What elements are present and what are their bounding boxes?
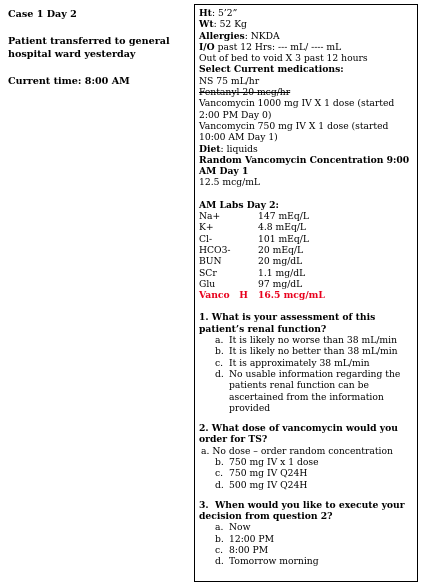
q2-option-d[interactable]: d. 500 mg IV Q24H [215,479,308,491]
lab-row: Na+ 147 mEq/L [199,211,309,223]
question-3: 3. When would you like to execute your decision from question 2? [199,499,408,523]
med-item: Vancomycin 750 mg IV X 1 dose (started 10:00 AM Day 1) [199,120,389,144]
labs-heading: AM Labs Day 2: [199,199,279,211]
q1-option-d[interactable]: d. No usable information regarding the patients renal function can be ascertained from the information provided [215,368,401,414]
random-vanco-heading: Random Vancomycin Concentration 9:00 AM Day 1 [199,154,410,178]
height-line: Ht: 5’2” [199,8,238,19]
lab-row: Cl- 101 mEq/L [199,233,309,245]
med-item: NS 75 mL/hr [199,75,260,87]
case-info [8,9,186,89]
q2-option-a[interactable]: a. No dose – order random concentration [201,445,393,457]
weight-line: Wt: 52 Kg [199,19,247,31]
q1-option-a[interactable]: a. It is likely no worse than 38 mL/min [215,335,397,347]
out-of-bed-line: Out of bed to void X 3 past 12 hours [199,53,368,65]
question-2: 2. What dose of vancomycin would you order for TS? [199,423,398,446]
transfer-note: Patient transferred to general hospital ward yesterday [8,36,170,60]
q3-option-a[interactable]: a. Now [215,522,251,534]
current-time: Current time: 8:00 AM [8,76,130,88]
q3-option-c[interactable]: c. 8:00 PM [215,545,269,557]
lab-row: HCO3- 20 mEq/L [199,244,304,256]
patient-panel [194,4,418,582]
allergies-line: Allergies: NKDA [199,30,280,42]
lab-row: Glu 97 mg/dL [199,278,303,290]
q2-option-c[interactable]: c. 750 mg IV Q24H [215,468,308,480]
q3-option-b[interactable]: b. 12:00 PM [215,533,274,545]
lab-row: BUN 20 mg/dL [199,256,303,268]
io-line: I/O past 12 Hrs: --- mL/ ---- mL [199,41,342,53]
q1-option-c[interactable]: c. It is approximately 38 mL/min [215,357,370,369]
lab-row: K+ 4.8 mEq/L [199,222,307,234]
case-title: Case 1 Day 2 [8,9,77,20]
lab-row: SCr 1.1 mg/dL [199,267,306,279]
q3-option-d[interactable]: d. Tomorrow morning [215,556,319,568]
random-vanco-value: 12.5 mcg/mL [199,177,261,189]
question-1: 1. What is your assessment of this patient’s renal function? [199,312,376,335]
med-item: Vancomycin 1000 mg IV X 1 dose (started 2:00 PM Day 0) [199,98,395,121]
med-item-discontinued: Fentanyl 20 mcg/hr [199,87,291,99]
lab-row-vanco-high: Vanco H 16.5 mcg/mL [199,290,325,302]
diet-line: Diet: liquids [199,143,258,155]
q2-option-b[interactable]: b. 750 mg IV x 1 dose [215,456,319,468]
select-meds-heading: Select Current medications: [199,64,344,76]
q1-option-b[interactable]: b. It is likely no better than 38 mL/min [215,346,398,358]
